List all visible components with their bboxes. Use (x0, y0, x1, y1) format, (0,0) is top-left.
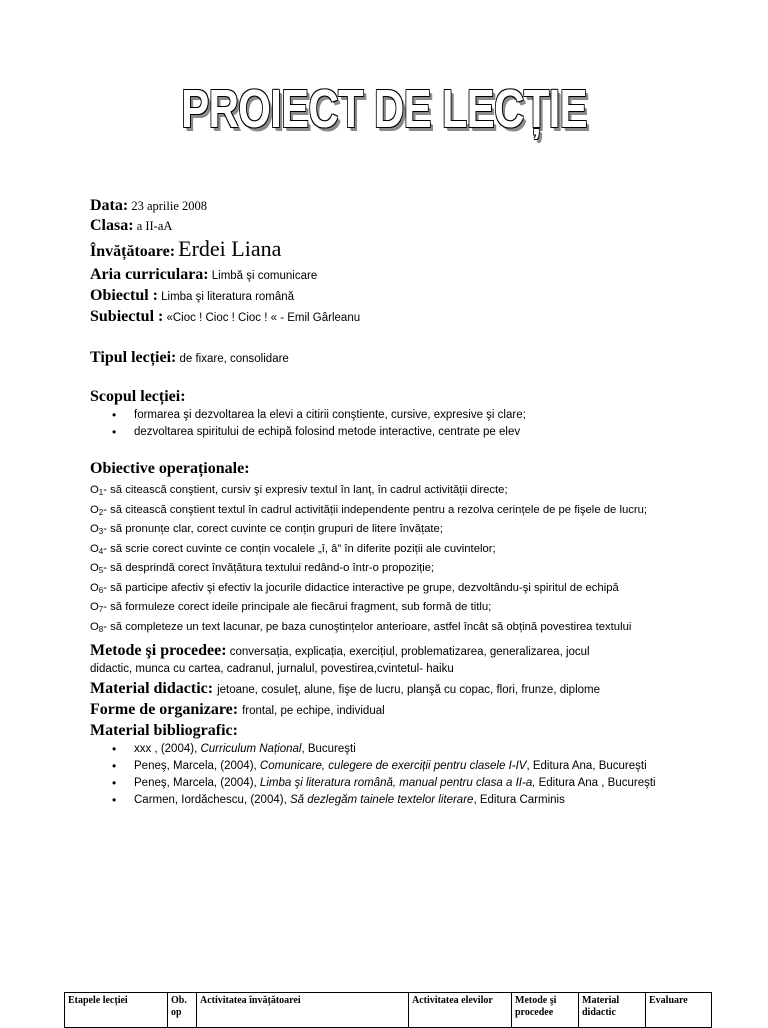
table-header-cell: Ob. op (168, 993, 197, 1028)
data-value: 23 aprilie 2008 (131, 199, 208, 213)
list-item: $O_2-$ să citească conştient textul în cadrul activității independente pentru a rezolva cerințele de pe fişele de lucru; (90, 503, 648, 517)
obiective-list (90, 482, 710, 809)
invatatoare-row: Învățătoare: Erdei Liana (90, 236, 282, 261)
forme-value: frontal, pe echipe, individual (242, 705, 385, 717)
table-header-cell: Evaluare (646, 993, 712, 1028)
list-item: • xxx , (2004), Curriculum Național, Bucureşti (90, 741, 710, 758)
obiectul-label: Obiectul (90, 287, 149, 304)
list-item: • dezvoltarea spiritului de echipă folosind metode interactive, centrate pe elev (90, 424, 710, 441)
aria-row: Aria curriculara: Limbă şi comunicare (90, 266, 318, 283)
obiective-heading (90, 459, 710, 479)
table-header-cell: Material didactic (579, 993, 646, 1028)
material-row: Material didactic: jetoane, cosuleț, alune, fişe de lucru, planşă cu copac, flori, frunze, diplome (90, 680, 600, 697)
header-block (90, 196, 710, 479)
subiectul-row: Subiectul : «Cioc ! Cioc ! Cioc ! « - Emil Gârleanu (90, 308, 361, 325)
metode-value-cont: didactic, munca cu cartea, cadranul, jurnalul, povestirea,cvintetul- haiku (90, 663, 454, 675)
clasa-value: a II-aA (136, 219, 173, 233)
list-item: $O_7-$ să formuleze corect ideile principale ale fiecărui fragment, sub formă de titlu; (90, 601, 492, 614)
metode-row (90, 641, 710, 662)
material-value: jetoane, cosuleț, alune, fişe de lucru, planşă cu copac, flori, frunze, diplome (217, 684, 600, 696)
biblio-heading: Material bibliografic: (90, 722, 238, 739)
biblio-list (90, 741, 710, 809)
table-header-cell: Activitatea elevilor (409, 993, 512, 1028)
material-label: Material didactic (90, 680, 208, 697)
data-label: Data (90, 197, 123, 214)
obiectul-value: Limba şi literatura română (161, 291, 295, 303)
aria-label: Aria curriculara (90, 266, 204, 283)
table-header-cell: Activitatea învățătoarei (197, 993, 409, 1028)
obiective-label: Obiective operaționale: (90, 460, 250, 477)
list-item: $O_3-$ să pronunțe clar, corect cuvinte ce conțin grupuri de litere învățate; (90, 523, 443, 536)
invatatoare-label: Învățătoare (90, 243, 170, 260)
subiectul-value: «Cioc ! Cioc ! Cioc ! « - Emil Gârleanu (166, 312, 361, 324)
biblio-label: Material bibliografic (90, 722, 233, 739)
tipul-row: Tipul lecției: de fixare, consolidare (90, 349, 289, 366)
metode-label: Metode şi procedee: (90, 642, 227, 659)
invatatoare-value: Erdei Liana (178, 236, 282, 261)
list-item: $O_4-$ să scrie corect cuvinte ce conțin vocalele „î, â” în diferite poziții ale cuvintelor; (90, 542, 496, 556)
subiectul-label: Subiectul (90, 308, 155, 325)
forme-row: Forme de organizare: frontal, pe echipe, individual (90, 701, 385, 718)
data-row: Data: 23 aprilie 2008 (90, 197, 208, 214)
list-item: $O_8-$ să completeze un text lacunar, pe baza cunoştințelor anterioare, astfel încât să obțină povestirea textului (90, 620, 632, 634)
clasa-label: Clasa (90, 217, 129, 234)
scop-label: Scopul lecției (90, 388, 181, 405)
list-item: $O_5-$ să desprindă corect învățătura textului redând-o într-o propoziție; (90, 562, 435, 575)
lesson-plan-table (64, 992, 712, 1028)
page-title: PROIECT DE LECȚIE (181, 79, 587, 139)
scop-heading: Scopul lecției: (90, 388, 186, 405)
metode-value: conversația, explicația, exercițiul, problematizarea, generalizarea, jocul (226, 646, 590, 658)
tipul-label: Tipul lecției (90, 349, 172, 366)
aria-value: Limbă şi comunicare (211, 270, 318, 282)
table-row (65, 993, 712, 1028)
list-item: $O_1-$ să citească conştient, cursiv şi expresiv textul în lanț, în cadrul activității directe; (90, 484, 508, 497)
forme-label: Forme de organizare (90, 701, 233, 718)
scop-list (90, 407, 710, 441)
list-item: • formarea şi dezvoltarea la elevi a citirii conştiente, cursive, expresive şi clare; (90, 407, 710, 424)
list-item: • Peneş, Marcela, (2004), Limba şi literatura română, manual pentru clasa a II-a, Editura Ana , Bucureşti (90, 775, 710, 792)
obiectul-row: Obiectul : Limba şi literatura română (90, 287, 295, 304)
tipul-value: de fixare, consolidare (179, 353, 289, 365)
table-header-cell: Metode şi procedee (512, 993, 579, 1028)
list-item: $O_6-$ să participe afectiv şi efectiv la jocurile didactice interactive pe grupe, dezvoltându-şi spiritul de echipă (90, 581, 619, 595)
list-item: • Peneş, Marcela, (2004), Comunicare, culegere de exerciții pentru clasele I-IV, Editura Ana, Bucureşti (90, 758, 710, 775)
table-header-cell: Etapele lecției (65, 993, 168, 1028)
clasa-row: Clasa: a II-aA (90, 217, 173, 234)
list-item: • Carmen, Iordăchescu, (2004), Să dezlegăm tainele textelor literare, Editura Carminis (90, 792, 710, 809)
